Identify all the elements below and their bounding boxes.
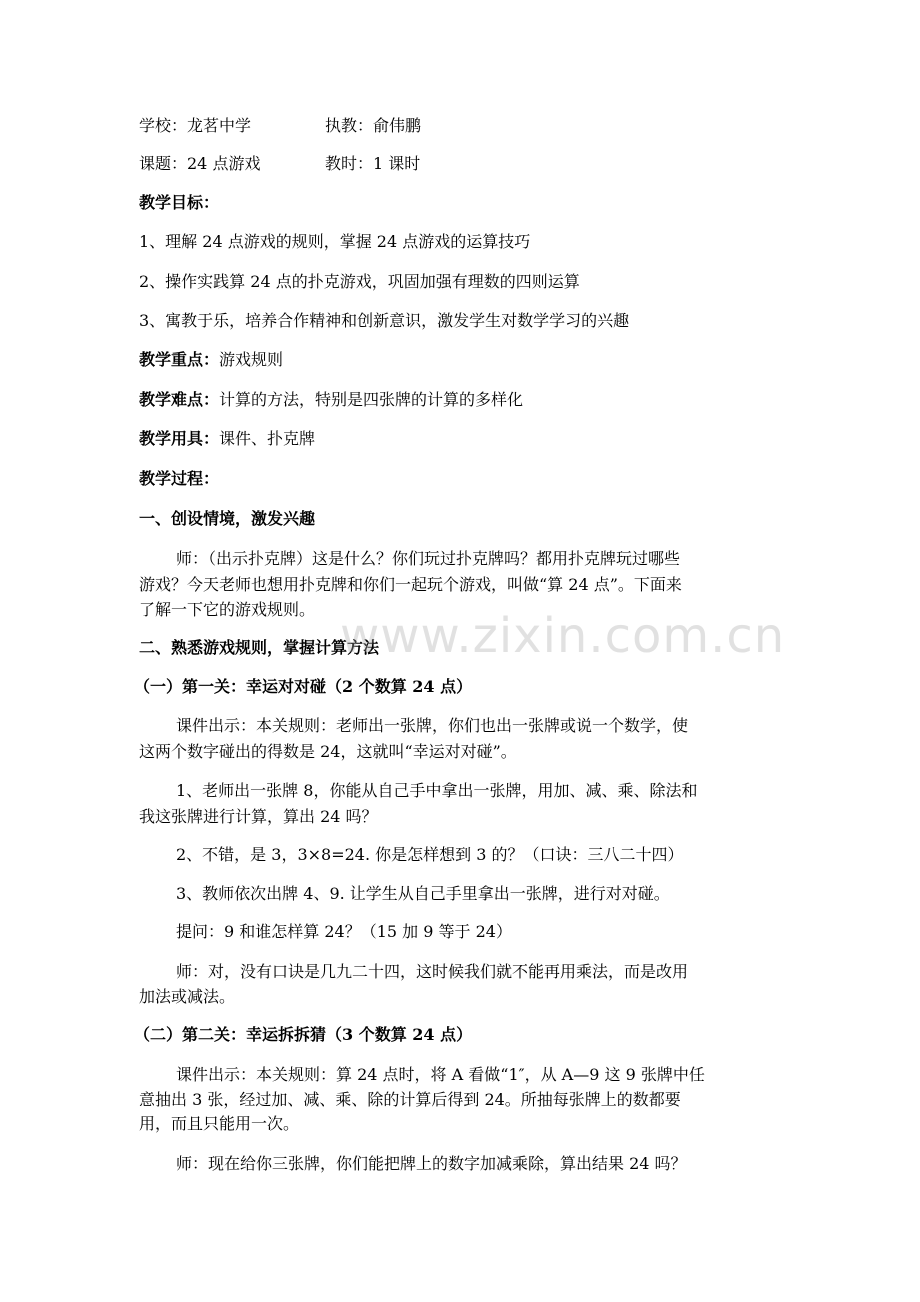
tools-label: 教学用具： (139, 429, 220, 448)
school-label: 学校：龙茗中学 (139, 116, 252, 135)
goal-item-1: 1、理解 24 点游戏的规则，掌握 24 点游戏的运算技巧 (139, 232, 531, 251)
difficulty-label: 教学难点： (139, 390, 220, 409)
level-2-teacher-line: 师：现在给你三张牌，你们能把牌上的数字加减乘除，算出结果 24 吗？ (176, 1154, 687, 1173)
goals-heading: 教学目标： (139, 193, 220, 212)
teacher-label: 执教：俞伟鹏 (325, 116, 422, 135)
header-row-2 (139, 154, 421, 174)
section-1-title: 一、创设情境，激发兴趣 (139, 509, 316, 528)
level-2-title: （二）第二关：幸运拆拆猜（3 个数算 24 点） (134, 1025, 473, 1044)
level-2-rule-line-1: 课件出示：本关规则：算 24 点时，将 A 看做“1″，从 A—9 这 9 张牌中任 (176, 1065, 705, 1084)
level-1-step-1-line-1: 1、老师出一张牌 8，你能从自己手中拿出一张牌，用加、减、乘、除法和 (176, 781, 698, 800)
section-1-paragraph-line-3: 了解一下它的游戏规则。 (139, 600, 316, 619)
level-1-question: 提问：9 和谁怎样算 24？（15 加 9 等于 24） (176, 922, 512, 941)
process-heading: 教学过程： (139, 469, 220, 488)
key-point-label: 教学重点： (139, 350, 220, 369)
section-1-paragraph-line-1: 师：（出示扑克牌）这是什么？你们玩过扑克牌吗？都用扑克牌玩过哪些 (176, 549, 681, 568)
period-label: 教时：1 课时 (325, 154, 421, 173)
section-2-title: 二、熟悉游戏规则，掌握计算方法 (139, 638, 380, 657)
difficulty-line (139, 390, 523, 410)
watermark: www.zixin.com.cn (340, 608, 786, 664)
level-1-step-1-line-2: 我这张牌进行计算，算出 24 吗？ (139, 807, 378, 826)
section-1-paragraph-line-2: 游戏？今天老师也想用扑克牌和你们一起玩个游戏，叫做“算 24 点”。下面来 (139, 575, 682, 594)
level-1-teacher-line-1: 师：对，没有口诀是几九二十四，这时候我们就不能再用乘法，而是改用 (176, 962, 689, 981)
tools-line (139, 429, 315, 449)
level-2-rule-line-3: 用，而且只能用一次。 (139, 1114, 300, 1133)
topic-label: 课题：24 点游戏 (139, 154, 261, 173)
level-1-rule-line-1: 课件出示：本关规则：老师出一张牌，你们也出一张牌或说一个数学，使 (176, 716, 689, 735)
goal-item-3: 3、寓教于乐，培养合作精神和创新意识，激发学生对数学学习的兴趣 (139, 311, 630, 330)
difficulty-text: 计算的方法，特别是四张牌的计算的多样化 (219, 390, 524, 409)
level-2-rule-line-2: 意抽出 3 张，经过加、减、乘、除的计算后得到 24。所抽每张牌上的数都要 (139, 1090, 681, 1109)
goal-item-2: 2、操作实践算 24 点的扑克游戏，巩固加强有理数的四则运算 (139, 272, 580, 291)
key-point-line (139, 350, 283, 370)
tools-text: 课件、扑克牌 (219, 429, 316, 448)
key-point-text: 游戏规则 (219, 350, 284, 369)
level-1-rule-line-2: 这两个数字碰出的得数是 24，这就叫“幸运对对碰”。 (139, 742, 517, 761)
level-1-step-3: 3、教师依次出牌 4、9. 让学生从自己手里拿出一张牌，进行对对碰。 (176, 884, 670, 903)
level-1-step-2: 2、不错，是 3，3×8=24. 你是怎样想到 3 的？（口诀：三八二十四） (176, 845, 684, 864)
level-1-teacher-line-2: 加法或减法。 (139, 987, 236, 1006)
level-1-title: （一）第一关：幸运对对碰（2 个数算 24 点） (134, 677, 473, 696)
header-row-1 (139, 116, 422, 136)
